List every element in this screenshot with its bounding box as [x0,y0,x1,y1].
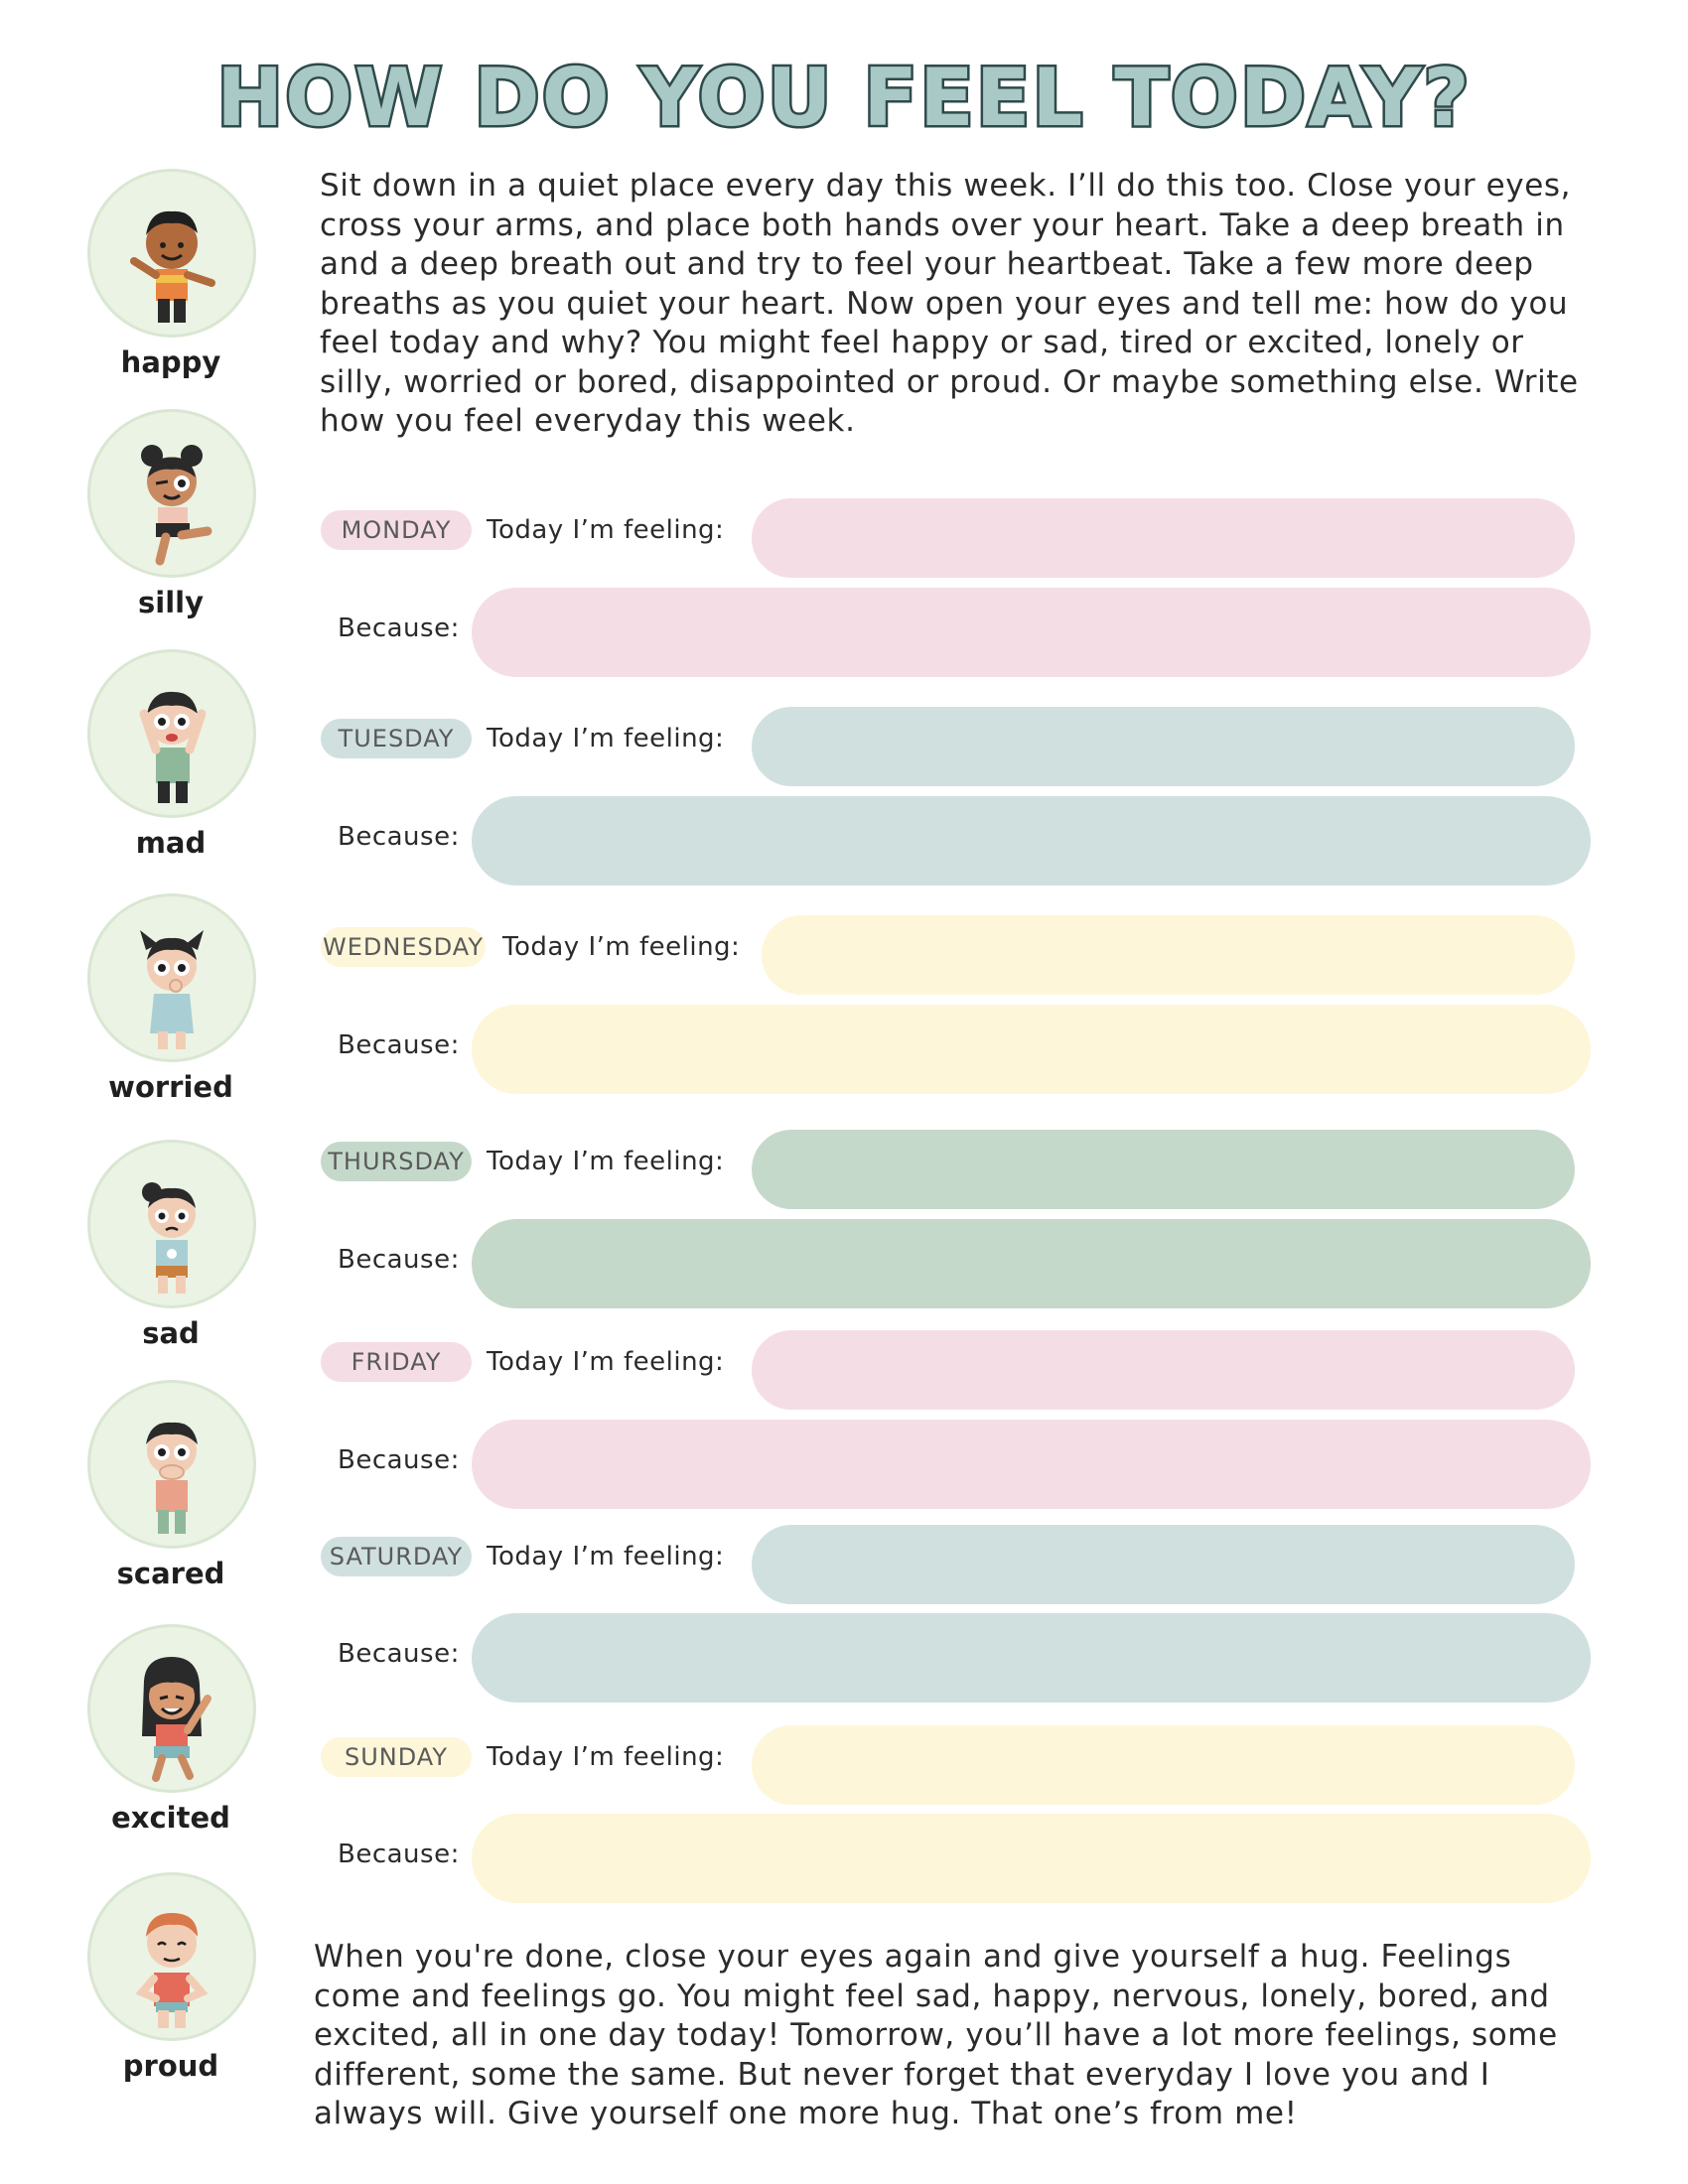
day-pill-saturday: SATURDAY [321,1537,472,1576]
today-feeling-label: Today I’m feeling: [487,1742,725,1772]
emotion-label: excited [111,1801,230,1835]
closing-paragraph: When you're done, close your eyes again and give yourself a hug. Feelings come and feelings go. You might feel sad, happy, nervous, lonely, bored, and excited, all in one day today! Tomorrow, you’ll have a lot more feelings, some different, some the same. But never forget that everyday I love you and I always will. Give yourself one more hug. That one’s from me! [314,1939,1558,2131]
today-feeling-label: Today I’m feeling: [502,932,741,962]
emotion-proud [87,1872,254,2083]
happy-child-icon [87,169,256,338]
day-pill-tuesday: TUESDAY [321,719,472,758]
day-pill-sunday: SUNDAY [321,1737,472,1777]
because-label: Because: [338,822,460,852]
proud-child-icon [87,1872,256,2041]
excited-child-icon [87,1624,256,1793]
silly-child-icon [87,409,256,578]
today-feeling-label: Today I’m feeling: [487,724,725,753]
emotion-label: happy [120,345,221,379]
monday-feeling-input[interactable] [752,498,1575,578]
emotion-label: proud [122,2049,219,2083]
sunday-because-input[interactable] [472,1814,1591,1903]
monday-because-input[interactable] [472,588,1591,677]
emotion-label: worried [108,1070,233,1104]
emotion-silly [87,409,254,619]
saturday-because-input[interactable] [472,1613,1591,1703]
because-label: Because: [338,1639,460,1669]
intro-paragraph: Sit down in a quiet place every day this week. I’ll do this too. Close your eyes, cross your arms, and place both hands over your heart. Take a deep breath in and a deep breath out and try to feel your heartbeat. Take a few more deep breaths as you quiet your heart. Now open your eyes and tell me: how do you feel today and why? You might feel happy or sad, tired or excited, lonely or silly, worried or bored, disappointed or proud. Or maybe something else. Write how you feel everyday this week. [320,168,1579,439]
scared-child-icon [87,1380,256,1549]
today-feeling-label: Today I’m feeling: [487,1147,725,1176]
saturday-feeling-input[interactable] [752,1525,1575,1604]
thursday-because-input[interactable] [472,1219,1591,1308]
day-pill-friday: FRIDAY [321,1342,472,1382]
mad-child-icon [87,649,256,818]
because-label: Because: [338,1030,460,1060]
emotion-label: silly [138,586,204,619]
tuesday-because-input[interactable] [472,796,1591,886]
emotion-mad [87,649,254,860]
today-feeling-label: Today I’m feeling: [487,1347,725,1377]
because-label: Because: [338,1445,460,1475]
sad-child-icon [87,1140,256,1308]
wednesday-because-input[interactable] [472,1005,1591,1094]
worried-child-icon [87,893,256,1062]
friday-feeling-input[interactable] [752,1330,1575,1410]
emotion-label: sad [142,1316,200,1350]
wednesday-feeling-input[interactable] [762,915,1575,995]
emotion-sad [87,1140,254,1350]
emotion-label: mad [135,826,207,860]
day-pill-monday: MONDAY [321,510,472,550]
emotion-scared [87,1380,254,1590]
day-pill-wednesday: WEDNESDAY [321,927,486,967]
emotion-happy [87,169,254,379]
because-label: Because: [338,1245,460,1275]
emotion-worried [87,893,254,1104]
sunday-feeling-input[interactable] [752,1725,1575,1805]
emotion-label: scared [116,1557,225,1590]
page-title: HOW DO YOU FEEL TODAY? [216,52,1472,144]
day-pill-thursday: THURSDAY [321,1142,472,1181]
friday-because-input[interactable] [472,1420,1591,1509]
tuesday-feeling-input[interactable] [752,707,1575,786]
today-feeling-label: Today I’m feeling: [487,1542,725,1571]
today-feeling-label: Today I’m feeling: [487,515,725,545]
thursday-feeling-input[interactable] [752,1130,1575,1209]
because-label: Because: [338,614,460,643]
because-label: Because: [338,1840,460,1869]
emotion-excited [87,1624,254,1835]
